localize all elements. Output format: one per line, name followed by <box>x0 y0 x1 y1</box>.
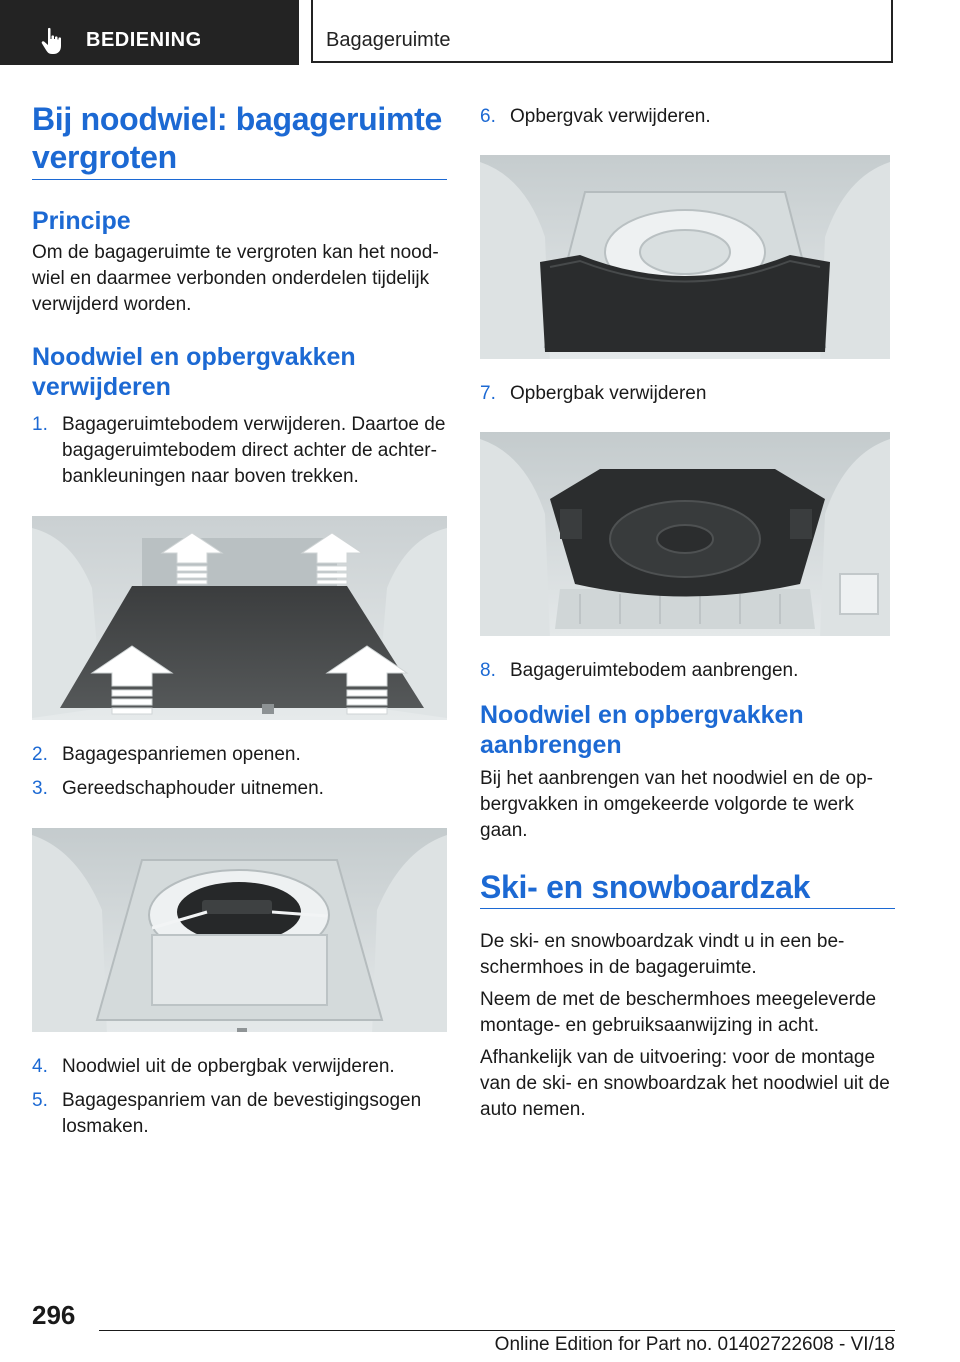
step-text: Bagageruimtebodem aanbrengen. <box>510 660 799 681</box>
step-item <box>32 1054 447 1080</box>
step-text: Opbergvak verwijderen. <box>510 106 711 127</box>
ski-paragraph: Neem de met de beschermhoes meegeleverde montage- en gebruiksaanwijzing in acht. <box>480 989 877 1036</box>
step-text: Bagagespanriemen openen. <box>62 744 301 765</box>
ski-divider <box>480 908 895 909</box>
step-number: 4. <box>32 1056 48 1077</box>
step-text: Noodwiel uit de opbergbak verwijderen. <box>62 1056 395 1077</box>
section-label: BEDIENING <box>86 29 202 51</box>
step-text: Bagageruimtebodem verwijderen. Daartoe de bagageruimtebodem direct achter de achterbankleuningen naar boven trekken. <box>62 414 446 487</box>
step-item <box>32 776 447 802</box>
ski-paragraph: De ski- en snowboardzak vindt u in een beschermhoes in de bagageruimte. <box>480 931 845 978</box>
step-number: 7. <box>480 383 496 404</box>
step-item <box>32 412 447 490</box>
left-column <box>32 100 447 1140</box>
install-heading: Noodwiel en opbergvakken aanbrengen <box>480 701 804 759</box>
trunk-floor-image <box>32 508 447 728</box>
step-number: 3. <box>32 778 48 799</box>
spare-wheel-well-image <box>32 820 447 1040</box>
step-text: Opbergbak verwijderen <box>510 383 707 404</box>
storage-compartment-image <box>480 147 890 367</box>
hand-pointer-icon <box>40 27 66 55</box>
principe-heading: Principe <box>32 207 131 235</box>
chapter-header <box>311 0 893 63</box>
step-number: 2. <box>32 744 48 765</box>
page-number: 296 <box>32 1300 76 1330</box>
step-item <box>32 1088 447 1140</box>
step-item <box>32 742 447 768</box>
section-tab <box>0 0 299 65</box>
remove-heading: Noodwiel en opbergvakken verwijderen <box>32 343 356 401</box>
step-item <box>480 658 895 684</box>
storage-bin-image <box>480 424 890 644</box>
step-text: Bagagespanriem van de bevestigingsogen losmaken. <box>62 1090 422 1137</box>
step-number: 1. <box>32 414 48 435</box>
ski-paragraph: Afhankelijk van de uitvoering: voor de montage van de ski- en snowboardzak het noodwiel uit de auto nemen. <box>480 1047 890 1120</box>
title-divider <box>32 179 447 180</box>
ski-title: Ski- en snowboardzak <box>480 869 811 905</box>
step-number: 5. <box>32 1090 48 1111</box>
step-number: 8. <box>480 660 496 681</box>
page-title: Bij noodwiel: bagageruimte vergroten <box>32 101 443 175</box>
install-text: Bij het aanbrengen van het noodwiel en de opbergvakken in omgekeerde volgorde te werk gaan. <box>480 768 873 841</box>
step-item <box>480 381 895 407</box>
step-item <box>480 104 895 130</box>
principe-text: Om de bagageruimte te vergroten kan het noodwiel en daarmee verbonden onderdelen tijdelijk verwijderd worden. <box>32 242 439 315</box>
right-column <box>480 100 895 1123</box>
step-text: Gereedschaphouder uitnemen. <box>62 778 324 799</box>
chapter-label: Bagageruimte <box>326 29 451 51</box>
footer-divider <box>99 1330 895 1331</box>
step-number: 6. <box>480 106 496 127</box>
edition-text: Online Edition for Part no. 01402722608 - VI/18 <box>494 1334 895 1355</box>
